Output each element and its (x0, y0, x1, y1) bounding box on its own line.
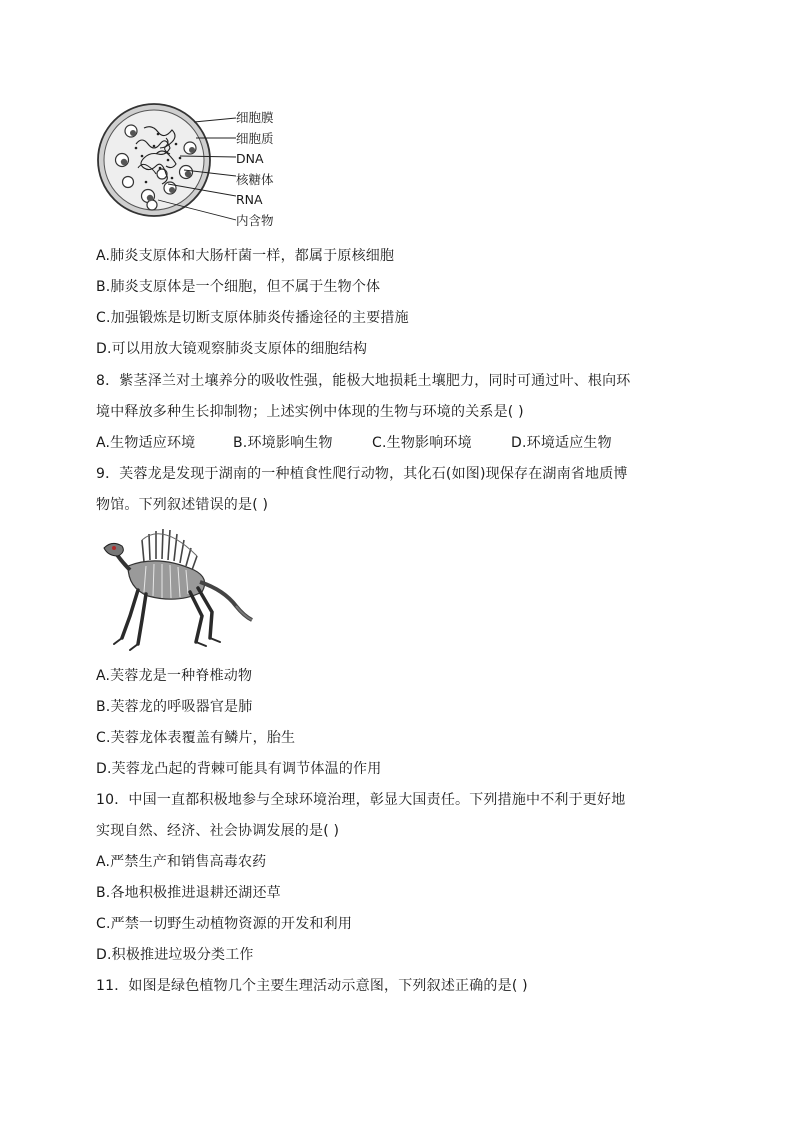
q7-option-a: A.肺炎支原体和大肠杆菌一样，都属于原核细胞 (96, 248, 395, 264)
label-dna: DNA (236, 151, 264, 166)
label-cell-membrane: 细胞膜 (236, 110, 274, 125)
label-inclusion: 内含物 (236, 212, 274, 228)
q9-option-c: C.芙蓉龙体表覆盖有鳞片，胎生 (96, 730, 296, 746)
q9-stem-line1: 9．芙蓉龙是发现于湖南的一种植食性爬行动物，其化石(如图)现保存在湖南省地质博 (96, 466, 628, 482)
dinosaur-skeleton-svg (98, 526, 254, 654)
q9-option-b: B.芙蓉龙的呼吸器官是肺 (96, 699, 253, 715)
q10-stem-line1: 10．中国一直都积极地参与全球环境治理，彰显大国责任。下列措施中不利于更好地 (96, 792, 626, 808)
q9-stem-line2: 物馆。下列叙述错误的是( ) (96, 497, 269, 513)
q10-option-c: C.严禁一切野生动植物资源的开发和利用 (96, 916, 353, 932)
q8-option-d: D.环境适应生物 (511, 435, 612, 451)
q10-stem-line2: 实现自然、经济、社会协调发展的是( ) (96, 823, 340, 839)
label-rna: RNA (236, 192, 263, 207)
q10-option-a: A.严禁生产和销售高毒农药 (96, 854, 267, 870)
q7-option-d: D.可以用放大镜观察肺炎支原体的细胞结构 (96, 341, 368, 357)
dinosaur-fossil-figure (98, 526, 254, 654)
mycoplasma-cell-figure (96, 98, 236, 238)
label-ribosome: 核糖体 (236, 171, 274, 187)
q10-option-d: D.积极推进垃圾分类工作 (96, 947, 254, 963)
q7-option-b: B.肺炎支原体是一个细胞，但不属于生物个体 (96, 279, 381, 295)
q11-stem-line1: 11．如图是绿色植物几个主要生理活动示意图，下列叙述正确的是( ) (96, 978, 528, 994)
cell-diagram-svg (96, 98, 236, 238)
q7-option-c: C.加强锻炼是切断支原体肺炎传播途径的主要措施 (96, 310, 409, 326)
q8-stem-line1: 8．紫茎泽兰对土壤养分的吸收性强，能极大地损耗土壤肥力，同时可通过叶、根向环 (96, 373, 631, 389)
cell-diagram-labels (236, 108, 274, 231)
label-cytoplasm: 细胞质 (236, 130, 274, 146)
q8-stem-line2: 境中释放多种生长抑制物；上述实例中体现的生物与环境的关系是( ) (96, 404, 524, 420)
q8-option-c: C.生物影响环境 (372, 435, 472, 451)
q9-option-d: D.芙蓉龙凸起的背棘可能具有调节体温的作用 (96, 761, 382, 777)
q8-option-b: B.环境影响生物 (233, 435, 333, 451)
q9-option-a: A.芙蓉龙是一种脊椎动物 (96, 668, 253, 684)
q8-option-a: A.生物适应环境 (96, 435, 196, 451)
q10-option-b: B.各地积极推进退耕还湖还草 (96, 885, 281, 901)
q8-options-row (96, 433, 612, 453)
